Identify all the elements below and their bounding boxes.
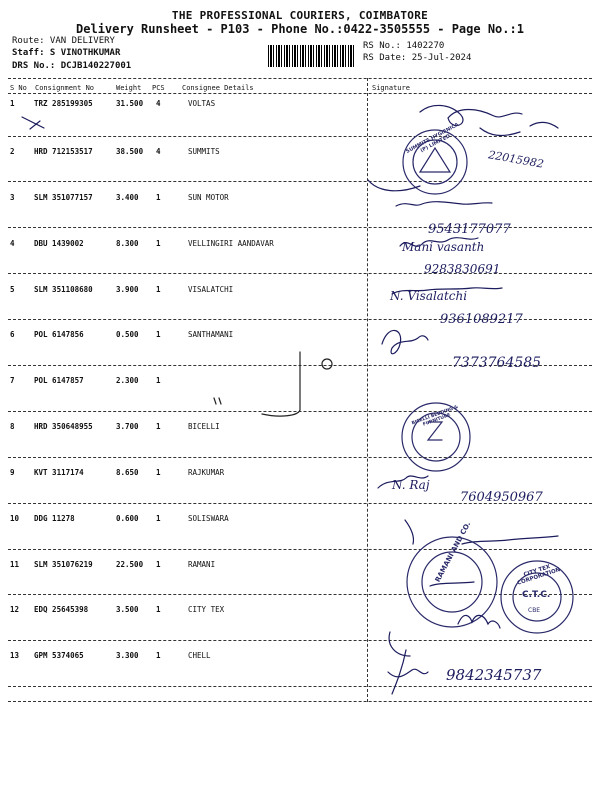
staff-label: Staff: S VINOTHKUMAR <box>12 48 121 58</box>
weight-value: 3.400 <box>116 193 139 202</box>
row-sno: 3 <box>10 193 15 202</box>
handwritten-number-row2: 22015982 <box>487 148 545 171</box>
col-header-weight: Weight <box>116 84 142 92</box>
handwritten-number-row3: 9543177077 <box>428 222 511 237</box>
pieces-count: 1 <box>156 422 161 431</box>
weight-value: 3.700 <box>116 422 139 431</box>
consignment-number: POL 6147856 <box>34 330 84 339</box>
consignee-name: RAJKUMAR <box>188 468 225 477</box>
bicelli-stamp-text: BICELLI BEDDING & FURNITURE <box>411 404 460 428</box>
consignee-name: CITY TEX <box>188 605 225 614</box>
pieces-count: 1 <box>156 468 161 477</box>
consignment-number: SLM 351108680 <box>34 285 93 294</box>
weight-value: 8.650 <box>116 468 139 477</box>
rs-date: RS Date: 25-Jul-2024 <box>363 53 472 63</box>
weight-value: 3.300 <box>116 651 139 660</box>
handwritten-number-row13: 9842345737 <box>446 666 542 684</box>
pieces-count: 1 <box>156 330 161 339</box>
consignee-name: SUMMITS <box>188 147 220 156</box>
col-header-consignment: Consignment No <box>35 84 95 92</box>
weight-value: 38.500 <box>116 147 144 156</box>
consignment-number: GPM 5374065 <box>34 651 84 660</box>
consignment-number: TRZ 285199305 <box>34 99 93 108</box>
citytex-stamp-text: CITY TEX CORPORATION <box>516 564 562 587</box>
pieces-count: 1 <box>156 651 161 660</box>
row-sno: 12 <box>10 605 20 614</box>
handwritten-number-row4: 9283830691 <box>424 262 501 276</box>
citytex-stamp-mark: C.T.C. <box>522 590 551 600</box>
pieces-count: 1 <box>156 514 161 523</box>
consignment-number: SLM 351076219 <box>34 560 93 569</box>
handwritten-number-row5: 9361089217 <box>440 312 523 327</box>
consignee-name: BICELLI <box>188 422 220 431</box>
consignee-name: RAMANI <box>188 560 216 569</box>
drs-label: DRS No.: DCJB140227001 <box>12 61 132 71</box>
consignee-name: VOLTAS <box>188 99 216 108</box>
company-title: THE PROFESSIONAL COURIERS, COIMBATORE <box>171 9 429 22</box>
consignment-number: DDG 11278 <box>34 514 75 523</box>
weight-value: 8.300 <box>116 239 139 248</box>
consignee-name: SOLISWARA <box>188 514 229 523</box>
row-sno: 4 <box>10 239 15 248</box>
consignment-number: KVT 3117174 <box>34 468 84 477</box>
pieces-count: 1 <box>156 193 161 202</box>
route-label: Route: VAN DELIVERY <box>12 36 115 46</box>
col-header-sno: S No <box>10 84 27 92</box>
summits-stamp-text: SUMMITS HYGIENICA (P) LIMITED <box>405 121 461 155</box>
row-sno: 5 <box>10 285 15 294</box>
consignee-name: SANTHAMANI <box>188 330 234 339</box>
col-header-signature: Signature <box>372 84 410 92</box>
weight-value: 31.500 <box>116 99 144 108</box>
pieces-count: 1 <box>156 376 161 385</box>
row-sno: 1 <box>10 99 15 108</box>
rs-number: RS No.: 1402270 <box>363 41 445 51</box>
row-sno: 11 <box>10 560 20 569</box>
consignee-name: CHELL <box>188 651 211 660</box>
consignee-name: SUN MOTOR <box>188 193 229 202</box>
row-sno: 6 <box>10 330 15 339</box>
consignment-number: POL 6147857 <box>34 376 84 385</box>
handwritten-name-row4: Mani vasanth <box>402 240 485 254</box>
ramani-stamp-text: RAMANI AND CO. <box>433 520 473 584</box>
weight-value: 0.500 <box>116 330 139 339</box>
runsheet-subtitle: Delivery Runsheet - P103 - Phone No.:0422-3505555 - Page No.:1 <box>76 22 524 36</box>
row-sno: 7 <box>10 376 15 385</box>
pieces-count: 1 <box>156 239 161 248</box>
pieces-count: 4 <box>156 147 161 156</box>
weight-value: 2.300 <box>116 376 139 385</box>
consignee-name: VELLINGIRI AANDAVAR <box>188 239 274 248</box>
citytex-stamp-city: CBE <box>528 607 541 614</box>
consignment-number: HRD 350648955 <box>34 422 93 431</box>
weight-value: 3.500 <box>116 605 139 614</box>
consignment-number: SLM 351077157 <box>34 193 93 202</box>
weight-value: 22.500 <box>116 560 144 569</box>
row-sno: 9 <box>10 468 15 477</box>
pieces-count: 1 <box>156 560 161 569</box>
row-sno: 2 <box>10 147 15 156</box>
pieces-count: 4 <box>156 99 161 108</box>
consignment-number: HRD 712153517 <box>34 147 93 156</box>
pieces-count: 1 <box>156 605 161 614</box>
handwritten-number-row6: 7373764585 <box>452 355 542 371</box>
handwritten-name-row9: N. Raj <box>392 478 430 492</box>
consignee-name: VISALATCHI <box>188 285 234 294</box>
row-sno: 8 <box>10 422 15 431</box>
row-sno: 10 <box>10 514 20 523</box>
row-sno: 13 <box>10 651 20 660</box>
weight-value: 3.900 <box>116 285 139 294</box>
handwritten-name-row5: N. Visalatchi <box>390 289 468 303</box>
col-header-consignee: Consignee Details <box>182 84 254 92</box>
pieces-count: 1 <box>156 285 161 294</box>
consignment-number: EDQ 25645398 <box>34 605 89 614</box>
handwritten-number-row9: 7604950967 <box>460 490 543 505</box>
col-header-pcs: PCS <box>152 84 165 92</box>
consignment-number: DBU 1439002 <box>34 239 84 248</box>
weight-value: 0.600 <box>116 514 139 523</box>
